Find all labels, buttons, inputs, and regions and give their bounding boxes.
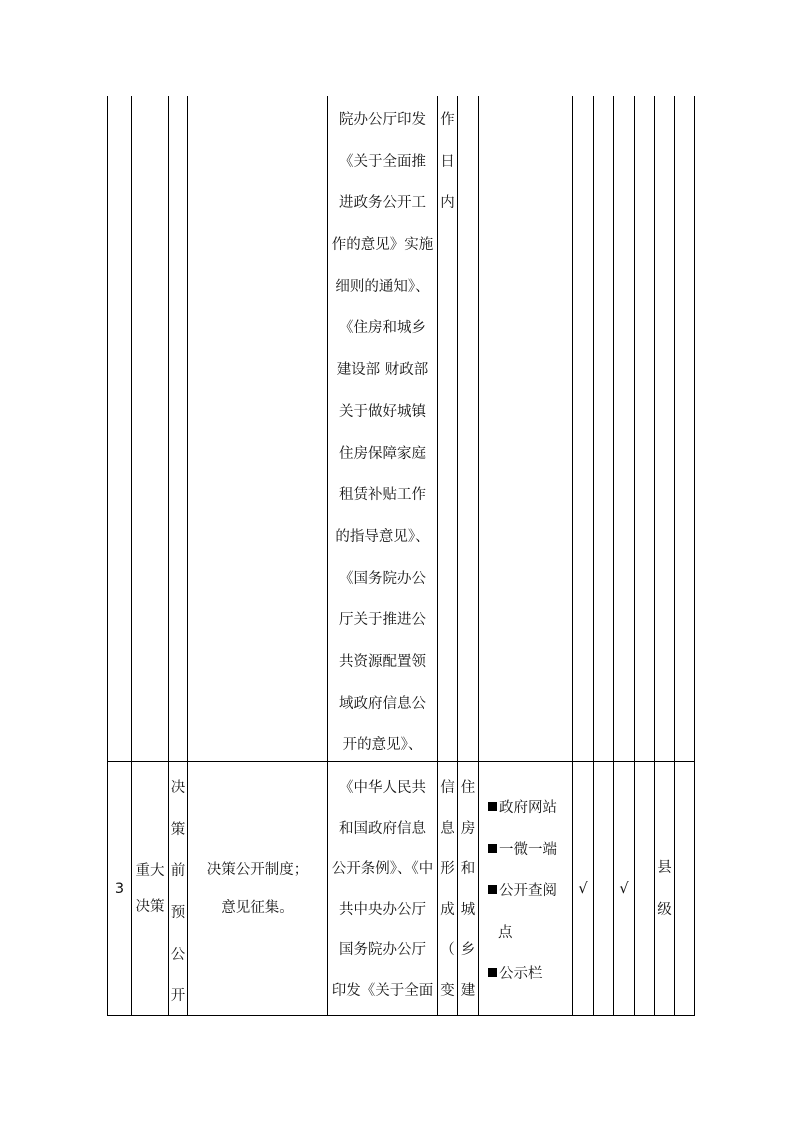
- basis-line: 租赁补贴工作: [339, 487, 426, 504]
- subject-char: 房: [460, 820, 476, 837]
- time-char: 内: [440, 195, 455, 212]
- subject-char: 和: [460, 861, 476, 877]
- basis-cell: [328, 768, 437, 1011]
- basis-line: 关于做好城镇: [339, 403, 426, 420]
- basis-line: 印发《关于全面: [331, 982, 434, 999]
- subject-cell: [458, 768, 478, 1011]
- time-char: 成: [440, 901, 455, 918]
- subject-char: 乡: [460, 942, 476, 958]
- basis-line: 建设部 财政部: [336, 362, 429, 379]
- grid-line: [634, 96, 635, 1016]
- item-char: 开: [170, 988, 186, 1005]
- basis-line: 域政府信息公: [339, 695, 426, 712]
- channel-label: 公开查阅: [499, 883, 557, 899]
- basis-line: 《关于全面推: [339, 153, 426, 170]
- channel-label: 一微一端: [499, 841, 557, 858]
- item-char: 决: [170, 780, 186, 796]
- category-line: 重大: [135, 862, 165, 879]
- time-char: 日: [440, 153, 455, 170]
- check-mark: √: [619, 880, 629, 897]
- check-all-cell: [573, 762, 593, 1015]
- basis-line: 《中华人民共: [339, 780, 426, 796]
- channel-label: 政府网站: [499, 800, 557, 816]
- time-char: 作: [440, 112, 455, 128]
- category-cell: [132, 762, 168, 1015]
- disclosure-table: [107, 96, 695, 1016]
- content-cell: [188, 762, 327, 1015]
- basis-line: 共资源配置领: [339, 653, 426, 670]
- square-bullet-icon: [488, 968, 497, 977]
- check-specific-cell: [614, 762, 634, 1015]
- channel-item: [488, 830, 572, 872]
- basis-line: 厅关于推进公: [339, 612, 426, 629]
- basis-line: 和国政府信息: [339, 820, 426, 837]
- basis-line: 住房保障家庭: [339, 445, 426, 462]
- content-line: 意见征集。: [221, 899, 294, 916]
- channel-item: [488, 871, 572, 913]
- item-cell: [169, 768, 187, 1018]
- subject-char: 住: [460, 780, 476, 796]
- basis-line: 细则的通知》、: [335, 278, 430, 295]
- category-line: 决策: [135, 898, 165, 915]
- square-bullet-icon: [488, 802, 497, 811]
- basis-line: 《国务院办公: [339, 570, 426, 587]
- time-char: （: [440, 942, 455, 958]
- basis-line: 公开条例》、《中: [331, 861, 434, 877]
- basis-line: 作的意见》实施: [331, 237, 434, 254]
- level-cell: [655, 762, 674, 1015]
- grid-line: [593, 96, 594, 1016]
- subject-char: 城: [460, 901, 476, 918]
- basis-line: 开的意见》、: [342, 737, 423, 754]
- grid-line: [674, 96, 675, 1016]
- prev-time-cell: [438, 100, 457, 225]
- row-seq: 3: [114, 880, 125, 897]
- basis-line: 院办公厅印发: [339, 112, 426, 128]
- channel-label: 点: [498, 924, 513, 941]
- row-seq-cell: [108, 762, 131, 1015]
- item-char: 前: [170, 863, 186, 880]
- basis-line: 共中央办公厅: [339, 901, 426, 918]
- time-char: 形: [440, 861, 455, 877]
- time-char: 信: [440, 780, 455, 796]
- table-bottom-border: [107, 1015, 695, 1016]
- content-line: 决策公开制度；: [206, 861, 309, 878]
- time-cell: [438, 768, 457, 1011]
- level-char: 级: [657, 901, 672, 918]
- square-bullet-icon: [488, 844, 497, 853]
- time-char: 变: [440, 982, 455, 999]
- grid-line: [478, 96, 479, 1016]
- channel-item: [488, 788, 572, 830]
- channels-cell: [488, 788, 572, 996]
- square-bullet-icon: [488, 885, 497, 894]
- time-char: 息: [440, 820, 455, 837]
- item-char: 预: [170, 905, 186, 922]
- channel-label: 公示栏: [499, 966, 543, 982]
- item-char: 策: [170, 821, 186, 838]
- grid-line: [694, 96, 695, 1016]
- basis-line: 进政务公开工: [339, 195, 426, 212]
- item-char: 公: [170, 946, 186, 963]
- channel-item: [488, 913, 572, 955]
- level-char: 县: [657, 859, 672, 876]
- basis-line: 《住房和城乡: [339, 320, 426, 337]
- basis-line: 国务院办公厅: [339, 942, 426, 958]
- check-mark: √: [578, 880, 588, 897]
- channel-item: [488, 954, 572, 996]
- subject-char: 建: [460, 982, 476, 999]
- basis-line: 的指导意见》、: [335, 528, 430, 545]
- prev-basis-cell: [328, 100, 437, 767]
